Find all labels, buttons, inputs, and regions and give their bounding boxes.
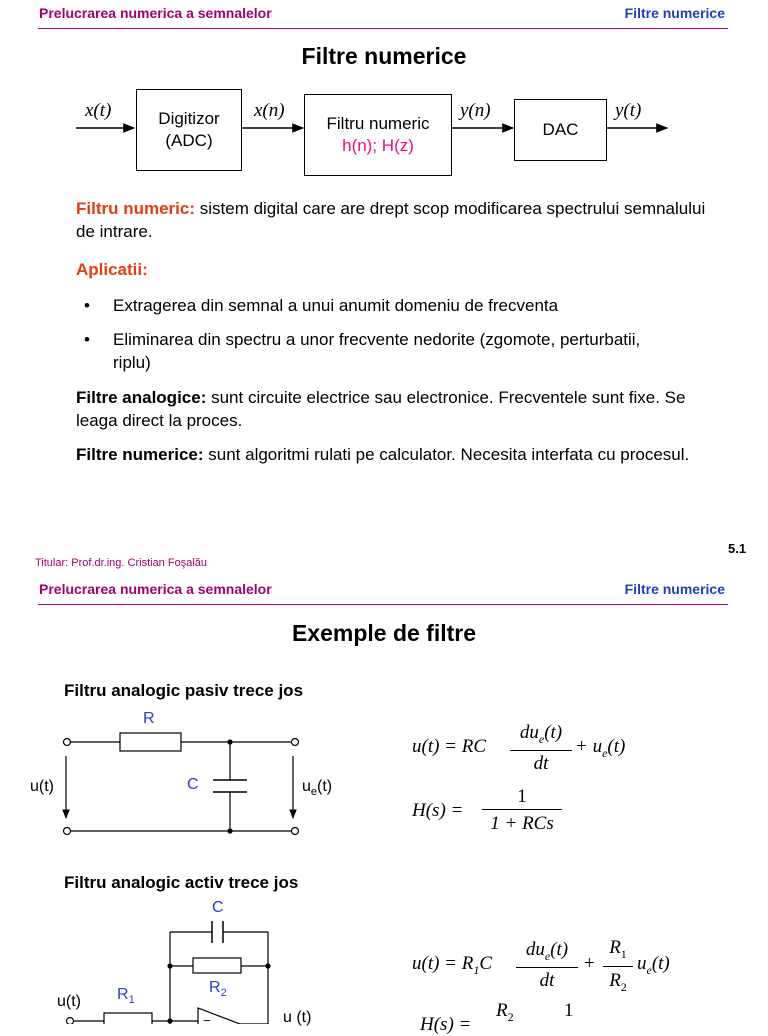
svg-text:−: − — [203, 1013, 211, 1024]
eq2-lhs: H(s) = — [412, 800, 464, 821]
bullet-text-1: Extragerea din semnal a unui anumit domeniu de frecventa — [113, 296, 559, 315]
bullet-dot-2: • — [84, 330, 90, 349]
eq3-fraction-derivative — [516, 939, 578, 994]
adc-line2: (ADC) — [165, 131, 213, 150]
eq1-denominator: dt — [533, 752, 549, 774]
eq3-denominator: dt — [539, 969, 555, 991]
eq4-numerator: $R_2$ — [496, 1000, 514, 1024]
active-filter-title: Filtru analogic activ trece jos — [64, 873, 299, 892]
applications-title: Aplicatii: — [76, 260, 148, 279]
slide2-header-right: Filtre numerice — [624, 581, 725, 597]
filter-line2: h(n); H(z) — [342, 136, 414, 155]
eq2-denominator: 1 + RCs — [490, 813, 554, 834]
analog-text: sunt circuite electrice sau electronice. Frecventele sunt fixe. Se leaga direct la proces. — [76, 388, 686, 430]
passive-filter-title: Filtru analogic pasiv trece jos — [64, 681, 304, 700]
digital-text: sunt algoritmi rulati pe calculator. Necesita interfata cu procesul. — [203, 445, 690, 464]
passive-label-r: R — [143, 710, 155, 727]
digital-term: Filtre numerice: — [76, 445, 204, 464]
bullet-text-2: Eliminarea din spectru a unor frecvente nedorite (zgomote, perturbatii, riplu) — [113, 330, 641, 372]
footer-author: Titular: Prof.dr.ing. Cristian Foşalău — [35, 557, 207, 569]
label-x-t: x(t) — [85, 100, 112, 121]
eq4-numerator-2: 1 — [564, 1000, 574, 1021]
eq3-plus: + — [584, 953, 595, 974]
analog-term: Filtre analogice: — [76, 388, 207, 407]
slide1-header-right: Filtre numerice — [624, 5, 725, 21]
active-label-u-in: u(t) — [57, 993, 81, 1010]
eq1-numerator: $du_e(t)$ — [510, 722, 572, 751]
eq3-ratio-den: $R_2$ — [609, 969, 627, 994]
label-y-t: y(t) — [615, 100, 642, 121]
passive-label-u-out: $u_e(t)$ — [302, 778, 333, 799]
active-label-r1: $R_1$ — [117, 986, 135, 1007]
active-label-u-out: u (t) — [283, 1009, 312, 1026]
eq1-lhs: u(t) = RC — [412, 736, 487, 757]
page-number: 5.1 — [728, 541, 747, 556]
eq3-lhs: $u(t) = R_1C$ — [412, 953, 493, 977]
slide2-title: Exemple de filtre — [291, 620, 477, 646]
dac-label: DAC — [542, 120, 579, 139]
eq2-numerator: 1 — [482, 785, 562, 810]
filter-line1: Filtru numeric — [326, 114, 430, 133]
label-y-n: y(n) — [460, 100, 491, 121]
eq4-lhs: H(s) = — [420, 1014, 472, 1035]
adc-line1: Digitizor — [158, 109, 220, 128]
definition-term: Filtru numeric: — [76, 199, 196, 218]
eq1-plus-term: + $u_e(t)$ — [575, 736, 626, 760]
bullet-dot-1: • — [84, 296, 90, 315]
passive-label-u-in: u(t) — [30, 778, 54, 795]
eq3-fraction-ratio — [603, 936, 633, 1001]
slide2-header-left: Prelucrarea numerica a semnalelor — [39, 581, 272, 597]
slide1-header-left: Prelucrarea numerica a semnalelor — [39, 5, 272, 21]
eq3-ratio-num: $R_1$ — [603, 936, 633, 967]
eq3-numerator: $du_e(t)$ — [516, 939, 578, 968]
definition-text: sistem digital care are drept scop modificarea spectrului semnalului de intrare. — [76, 199, 706, 241]
passive-label-c: C — [187, 776, 199, 793]
active-label-r2: $R_2$ — [209, 979, 227, 1000]
label-x-n: x(n) — [254, 100, 285, 121]
eq3-tail: $u_e(t)$ — [637, 953, 670, 977]
active-label-c: C — [212, 899, 224, 916]
slide1-title: Filtre numerice — [301, 43, 467, 69]
